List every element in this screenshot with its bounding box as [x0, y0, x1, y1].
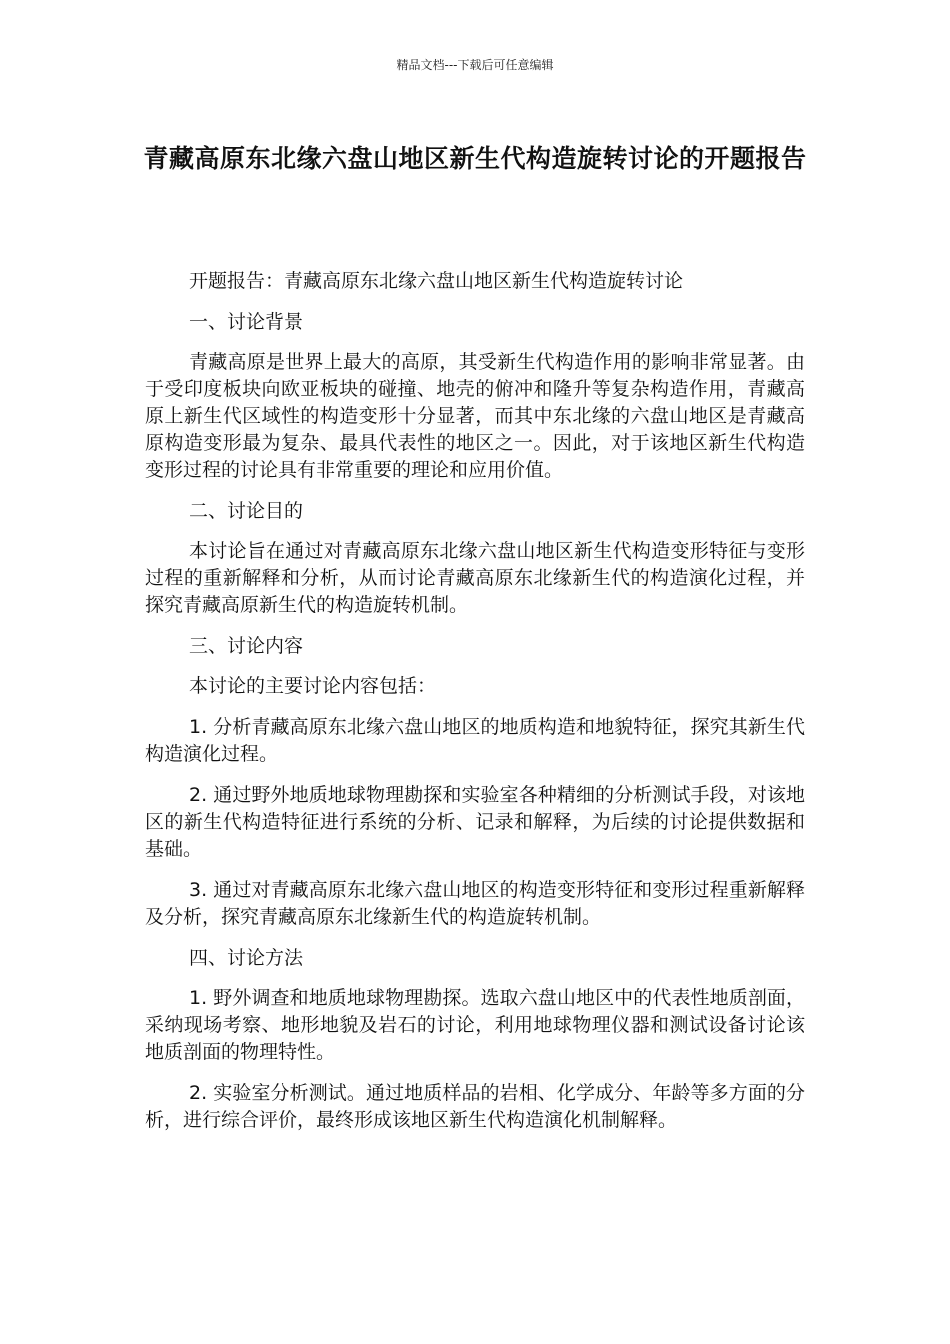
- section-heading-content: 三、讨论内容: [189, 635, 304, 657]
- document-body: [145, 268, 805, 1148]
- document-title: 青藏高原东北缘六盘山地区新生代构造旋转讨论的开题报告: [143, 144, 807, 173]
- background-paragraph: 青藏高原是世界上最大的高原，其受新生代构造作用的影响非常显著。由于受印度板块向欧亚板块的碰撞、地壳的俯冲和隆升等复杂构造作用，青藏高原上新生代区域性的构造变形十分显著，而其中东北缘的六盘山地区是青藏高原构造变形最为复杂、最具代表性的地区之一。因此，对于该地区新生代构造变形过程的讨论具有非常重要的理论和应用价值。: [145, 351, 805, 481]
- purpose-paragraph: 本讨论旨在通过对青藏高原东北缘六盘山地区新生代构造变形特征与变形过程的重新解释和分析，从而讨论青藏高原东北缘新生代的构造演化过程，并探究青藏高原新生代的构造旋转机制。: [145, 540, 805, 616]
- content-item-1: 1. 分析青藏高原东北缘六盘山地区的地质构造和地貌特征，探究其新生代构造演化过程。: [145, 716, 805, 765]
- content-intro-paragraph: 本讨论的主要讨论内容包括：: [189, 675, 437, 697]
- method-item-1: 1. 野外调查和地质地球物理勘探。选取六盘山地区中的代表性地质剖面，采纳现场考察、地形地貌及岩石的讨论，利用地球物理仪器和测试设备讨论该地质剖面的物理特性。: [145, 987, 805, 1063]
- content-item-2: 2. 通过野外地质地球物理勘探和实验室各种精细的分析测试手段，对该地区的新生代构造特征进行系统的分析、记录和解释，为后续的讨论提供数据和基础。: [145, 784, 805, 860]
- section-heading-background: 一、讨论背景: [189, 311, 304, 333]
- content-item-3: 3. 通过对青藏高原东北缘六盘山地区的构造变形特征和变形过程重新解释及分析，探究青藏高原东北缘新生代的构造旋转机制。: [145, 879, 805, 928]
- method-item-2: 2. 实验室分析测试。通过地质样品的岩相、化学成分、年龄等多方面的分析，进行综合评价，最终形成该地区新生代构造演化机制解释。: [145, 1082, 805, 1131]
- intro-paragraph: 开题报告：青藏高原东北缘六盘山地区新生代构造旋转讨论: [189, 270, 684, 292]
- header-note: 精品文档---下载后可任意编辑: [396, 58, 554, 72]
- section-heading-method: 四、讨论方法: [189, 947, 304, 969]
- section-heading-purpose: 二、讨论目的: [189, 500, 304, 522]
